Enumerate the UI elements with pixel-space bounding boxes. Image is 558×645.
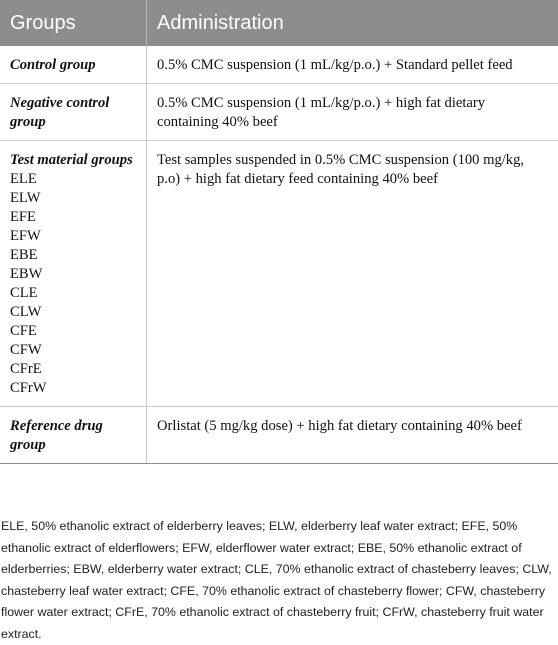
group-cell: [0, 84, 147, 141]
subgroup-label: CFE: [10, 322, 136, 341]
subgroup-label: EFW: [10, 227, 136, 246]
administration-cell: Test samples suspended in 0.5% CMC suspension (100 mg/kg, p.o) + high fat dietary feed containing 40% beef: [147, 141, 558, 407]
table-footnote: ELE, 50% ethanolic extract of elderberry leaves; ELW, elderberry leaf water extract; EFE, 50% ethanolic extract of elderflowers; EFW, elderflower water extract; EBE, 50% ethanolic extract of elderberries; EBW, elderberry water extract; CLE, 70% ethanolic extract of chasteberry leaves; CLW, chasteberry leaf water extract; CFE, 70% ethanolic extract of chasteberry flower; CFW, chasteberry flower water extract; CFrE, 70% ethanolic extract of chasteberry fruit; CFrW, chasteberry fruit water extract.: [1, 516, 553, 645]
subgroup-label: ELE: [10, 170, 136, 189]
subgroup-label: CLW: [10, 303, 136, 322]
subgroup-label: CFrW: [10, 379, 136, 398]
group-label: Negative control group: [10, 95, 109, 130]
group-cell: [0, 141, 147, 407]
table-header-row: [0, 0, 558, 46]
subgroup-label: ELW: [10, 189, 136, 208]
table-row: [0, 407, 558, 464]
header-administration: Administration: [147, 0, 558, 46]
subgroup-label: EFE: [10, 208, 136, 227]
group-label: Reference drug group: [10, 418, 103, 453]
administration-cell: 0.5% CMC suspension (1 mL/kg/p.o.) + Standard pellet feed: [147, 46, 558, 84]
group-cell: [0, 46, 147, 84]
administration-cell: 0.5% CMC suspension (1 mL/kg/p.o.) + high fat dietary containing 40% beef: [147, 84, 558, 141]
administration-cell: Orlistat (5 mg/kg dose) + high fat dietary containing 40% beef: [147, 407, 558, 464]
table-row: [0, 84, 558, 141]
header-groups: Groups: [0, 0, 147, 46]
group-label: Test material groups: [10, 152, 133, 168]
subgroup-label: EBE: [10, 246, 136, 265]
table-row: [0, 46, 558, 84]
subgroup-label: CLE: [10, 284, 136, 303]
subgroup-label: EBW: [10, 265, 136, 284]
group-label: Control group: [10, 57, 96, 73]
table-row: [0, 141, 558, 407]
subgroup-label: CFW: [10, 341, 136, 360]
group-cell: [0, 407, 147, 464]
subgroup-label: CFrE: [10, 360, 136, 379]
